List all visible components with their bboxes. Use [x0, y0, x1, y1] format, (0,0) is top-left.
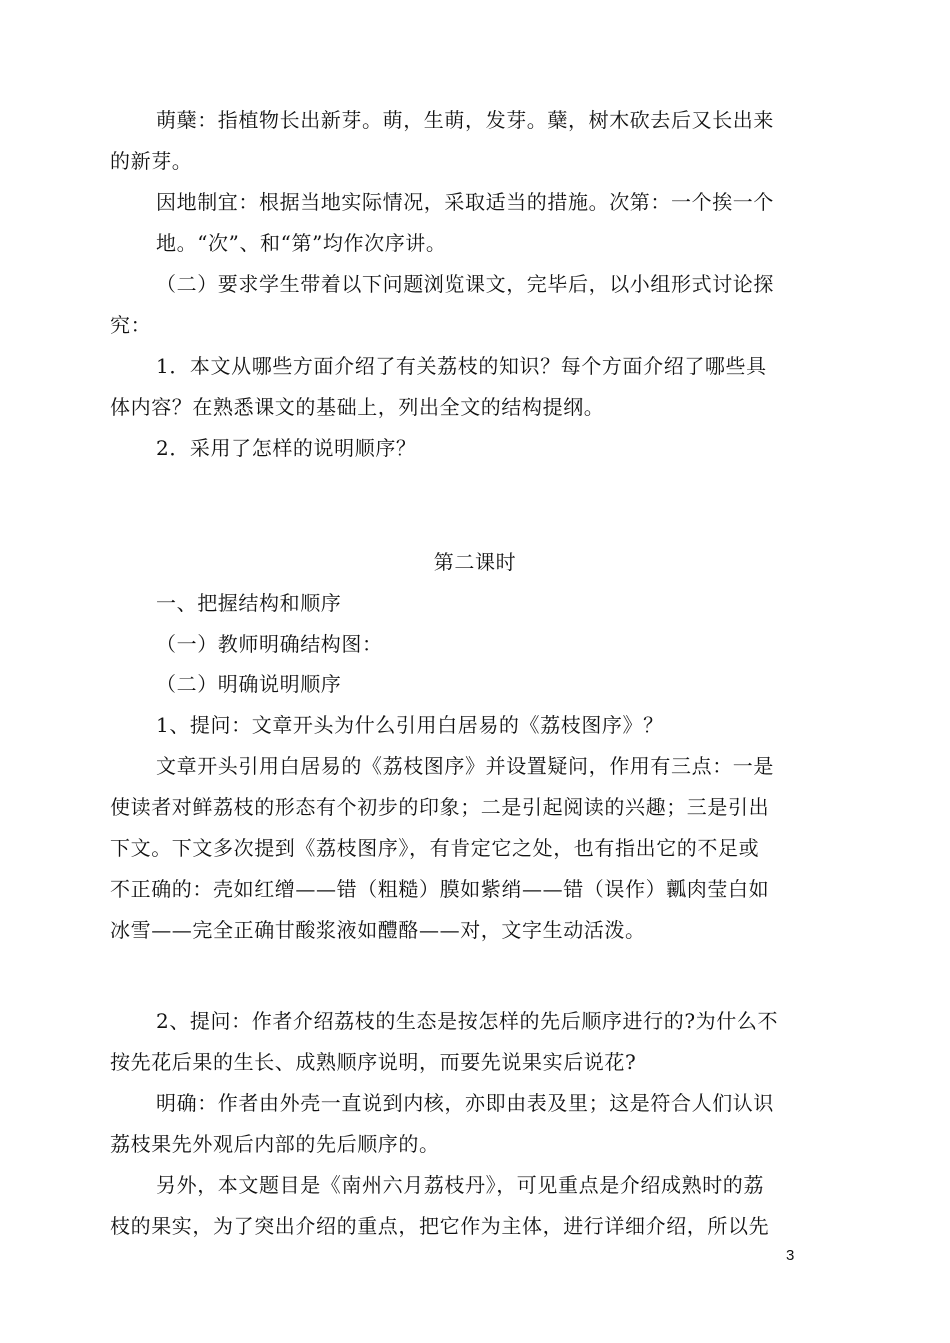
section-title: 第二课时 — [433, 550, 517, 574]
answer-line: 下文。下文多次提到《荔枝图序》，有肯定它之处，也有指出它的不足或 — [110, 836, 760, 860]
answer-line: 不正确的：壳如红缯——错（粗糙）膜如紫绡——错（误作）瓤肉莹白如 — [110, 877, 770, 901]
answer-line: 另外，本文题目是《南州六月荔枝丹》，可见重点是介绍成熟时的荔 — [156, 1173, 764, 1197]
sub-heading: （一）教师明确结构图： — [156, 632, 383, 656]
paragraph-line: 因地制宜：根据当地实际情况，采取适当的措施。次第：一个挨一个 — [156, 190, 774, 214]
page-number: 3 — [786, 1247, 795, 1264]
answer-line: 冰雪——完全正确甘酸浆液如醴酪——对，文字生动活泼。 — [110, 918, 646, 942]
paragraph-line: （二）要求学生带着以下问题浏览课文，完毕后，以小组形式讨论探 — [156, 272, 774, 296]
paragraph-line: 的新芽。 — [110, 149, 193, 173]
answer-line: 枝的果实，为了突出介绍的重点，把它作为主体，进行详细介绍，所以先 — [110, 1214, 770, 1238]
paragraph-line: 2．采用了怎样的说明顺序？ — [156, 436, 417, 460]
answer-line: 文章开头引用白居易的《荔枝图序》并设置疑问，作用有三点：一是 — [156, 754, 774, 778]
question-line: 2、提问：作者介绍荔枝的生态是按怎样的先后顺序进行的?为什么不 — [156, 1009, 779, 1033]
sub-heading: （二）明确说明顺序 — [156, 672, 342, 696]
answer-line: 使读者对鲜荔枝的形态有个初步的印象；二是引起阅读的兴趣；三是引出 — [110, 795, 770, 819]
paragraph-line: 体内容？在熟悉课文的基础上，列出全文的结构提纲。 — [110, 395, 605, 419]
paragraph-line: 1．本文从哪些方面介绍了有关荔枝的知识？每个方面介绍了哪些具 — [156, 354, 767, 378]
paragraph-line: 萌蘖：指植物长出新芽。萌，生萌，发芽。蘖，树木砍去后又长出来 — [156, 108, 774, 132]
question-line: 1、提问：文章开头为什么引用白居易的《荔枝图序》？ — [156, 713, 664, 737]
paragraph-line: 究： — [110, 313, 152, 337]
paragraph-line: 地。“次”、和“第”均作次序讲。 — [156, 231, 447, 255]
answer-line: 明确：作者由外壳一直说到内核，亦即由表及里；这是符合人们认识 — [156, 1091, 774, 1115]
section-heading: 一、把握结构和顺序 — [156, 591, 342, 615]
answer-line: 荔枝果先外观后内部的先后顺序的。 — [110, 1132, 440, 1156]
question-line: 按先花后果的生长、成熟顺序说明，而要先说果实后说花? — [110, 1050, 637, 1074]
